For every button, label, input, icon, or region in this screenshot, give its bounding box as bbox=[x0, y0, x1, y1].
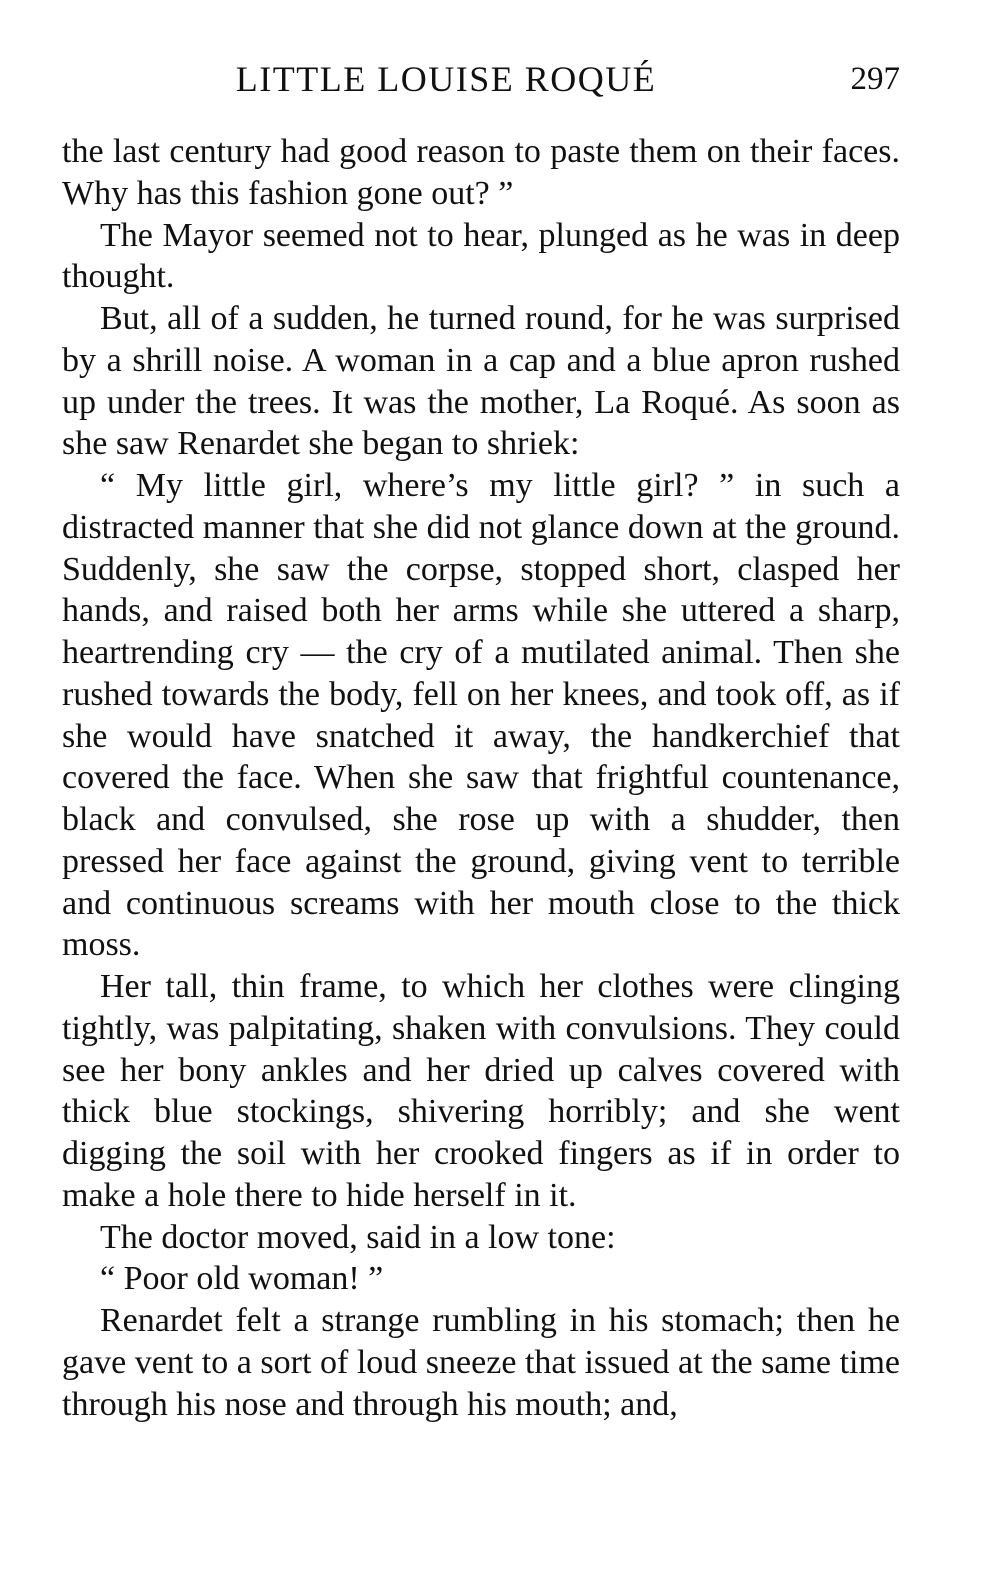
paragraph-little-girl: “ My little girl, where’s my little girl? ” in such a distracted manner that she did not glance down at the ground. Suddenly, she saw the corpse, stopped short, clasped her hands, and raised both her arms while she uttered a sharp, heartrending cry — the cry of a mutilated animal. Then she rushed towards the body, fell on her knees, and took off, as if she would have snatched it away, the handkerchief that covered the face. When she saw that frightful countenance, black and convulsed, she rose up with a shudder, then pressed her face against the ground, giving vent to terrible and continuous screams with her mouth close to the thick moss. bbox=[62, 467, 900, 964]
paragraph-shrill-noise: But, all of a sudden, he turned round, for he was surprised by a shrill noise. A woman in a cap and a blue apron rushed up under the trees. It was the mother, La Roqué. As soon as she saw Renardet she began to shriek: bbox=[62, 300, 900, 463]
running-head bbox=[62, 52, 900, 106]
paragraph-poor-old-woman: “ Poor old woman! ” bbox=[100, 1260, 384, 1298]
page-number: 297 bbox=[850, 61, 900, 97]
body-text bbox=[62, 131, 900, 1425]
paragraph-renardet: Renardet felt a strange rumbling in his stomach; then he gave vent to a sort of loud sneeze that issued at the same time through his nose and through his mouth; and, bbox=[62, 1302, 900, 1423]
paragraph-mayor-thought: The Mayor seemed not to hear, plunged as he was in deep thought. bbox=[62, 216, 900, 296]
paragraph-continuation: the last century had good reason to paste them on their faces. Why has this fashion gone out? ” bbox=[62, 133, 900, 212]
paragraph-doctor: The doctor moved, said in a low tone: bbox=[100, 1218, 616, 1256]
paragraph-convulsions: Her tall, thin frame, to which her clothes were clinging tightly, was palpitating, shaken with convulsions. They could see her bony ankles and her dried up calves covered with thick blue stockings, shivering horribly; and she went digging the soil with her crooked fingers as if in order to make a hole there to hide herself in it. bbox=[62, 968, 900, 1214]
running-title: LITTLE LOUISE ROQUÉ bbox=[235, 59, 657, 99]
